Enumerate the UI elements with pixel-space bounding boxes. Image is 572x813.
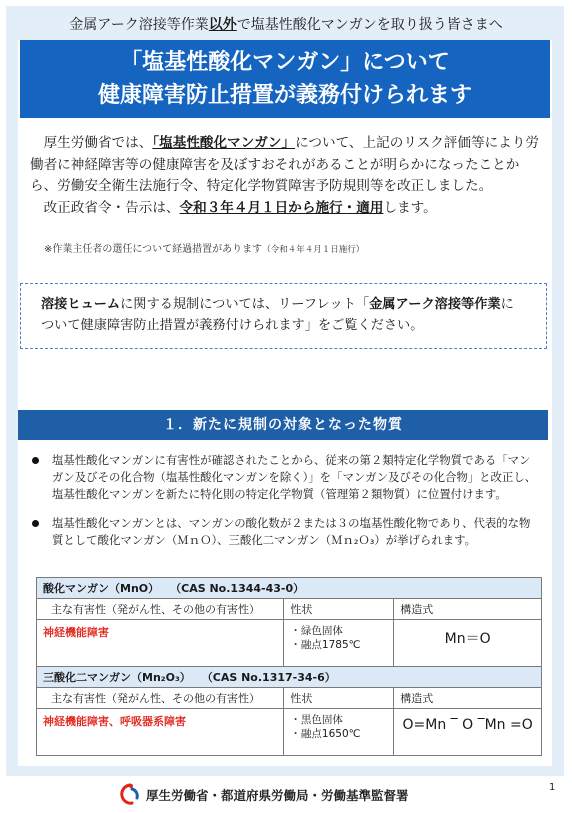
footer-text: 厚生労働省・都道府県労働局・労働基準監督署	[146, 788, 409, 803]
emphasis-except: 以外	[208, 17, 237, 33]
substance-name-row: 三酸化二マンガン（Mn₂O₃） （CAS No.1317-34-6）	[37, 667, 542, 688]
intro-text	[30, 133, 542, 219]
welding-fume-notice: 溶接ヒュームに関する規制については、リーフレット「金属アーク溶接等作業について健康障害防止措置が義務付けられます」をご覧ください。	[20, 283, 547, 349]
table-row: 神経機能障害、呼吸器系障害 ・黒色固体 ・融点1650℃ O=Mn ‾ O ‾Mn =O	[37, 709, 542, 756]
mhlw-logo-icon	[118, 782, 142, 806]
section-heading: １．新たに規制の対象となった物質	[18, 410, 548, 440]
bullet-item: 塩基性酸化マンガンに有害性が確認されたことから、従来の第２類特定化学物質である「マンガン及びその化合物（塩基性酸化マンガンを除く）」を「マンガン及びその化合物」と改正し、塩基性酸化マンガンを新たに特化則の特定化学物質（管理第２類物質）に位置付けます。	[30, 452, 540, 503]
intro-paragraph-2: 改正政省令・告示は、令和３年４月１日から施行・適用します。	[43, 199, 437, 216]
table-header-row: 主な有害性（発がん性、その他の有害性） 性状 構造式	[37, 599, 542, 620]
table-header-row: 主な有害性（発がん性、その他の有害性） 性状 構造式	[37, 688, 542, 709]
structure-formula: Mn＝O	[394, 620, 542, 667]
title-line-2: 健康障害防止措置が義務付けられます	[97, 83, 472, 108]
title-banner	[20, 40, 550, 118]
transition-note: ※作業主任者の選任について経過措置があります（令和４年４月１日施行）	[44, 244, 365, 255]
audience-line: 金属アーク溶接等作業以外で塩基性酸化マンガンを取り扱う皆さまへ	[69, 17, 503, 33]
bullet-list	[30, 452, 540, 561]
page-number: 1	[549, 782, 556, 793]
bullet-icon	[32, 520, 39, 527]
bullet-item: 塩基性酸化マンガンとは、マンガンの酸化数が２または３の塩基性酸化物であり、代表的な物質として酸化マンガン（ＭｎＯ）、三酸化二マンガン（Ｍｎ₂Ｏ₃）が挙げられます。	[30, 515, 540, 549]
title-line-1: 「塩基性酸化マンガン」について	[120, 50, 450, 75]
table-row: 神経機能障害 ・緑色固体 ・融点1785℃ Mn＝O	[37, 620, 542, 667]
substance-table	[36, 577, 542, 756]
intro-paragraph-1: 厚生労働省では、「塩基性酸化マンガン」について、上記のリスク評価等により労働者に神経障害等の健康障害を及ぼすおそれがあることが明らかになったことから、労働安全衛生法施行令、特定化学物質障害予防規則等を改正しました。	[30, 135, 539, 194]
structure-formula: O=Mn ‾ O ‾Mn =O	[394, 709, 542, 756]
hazard-text: 神経機能障害、呼吸器系障害	[43, 715, 186, 728]
bullet-icon	[32, 457, 39, 464]
footer	[0, 780, 572, 813]
hazard-text: 神経機能障害	[43, 626, 109, 639]
substance-name-row: 酸化マンガン（MnO） （CAS No.1344-43-0）	[37, 578, 542, 599]
